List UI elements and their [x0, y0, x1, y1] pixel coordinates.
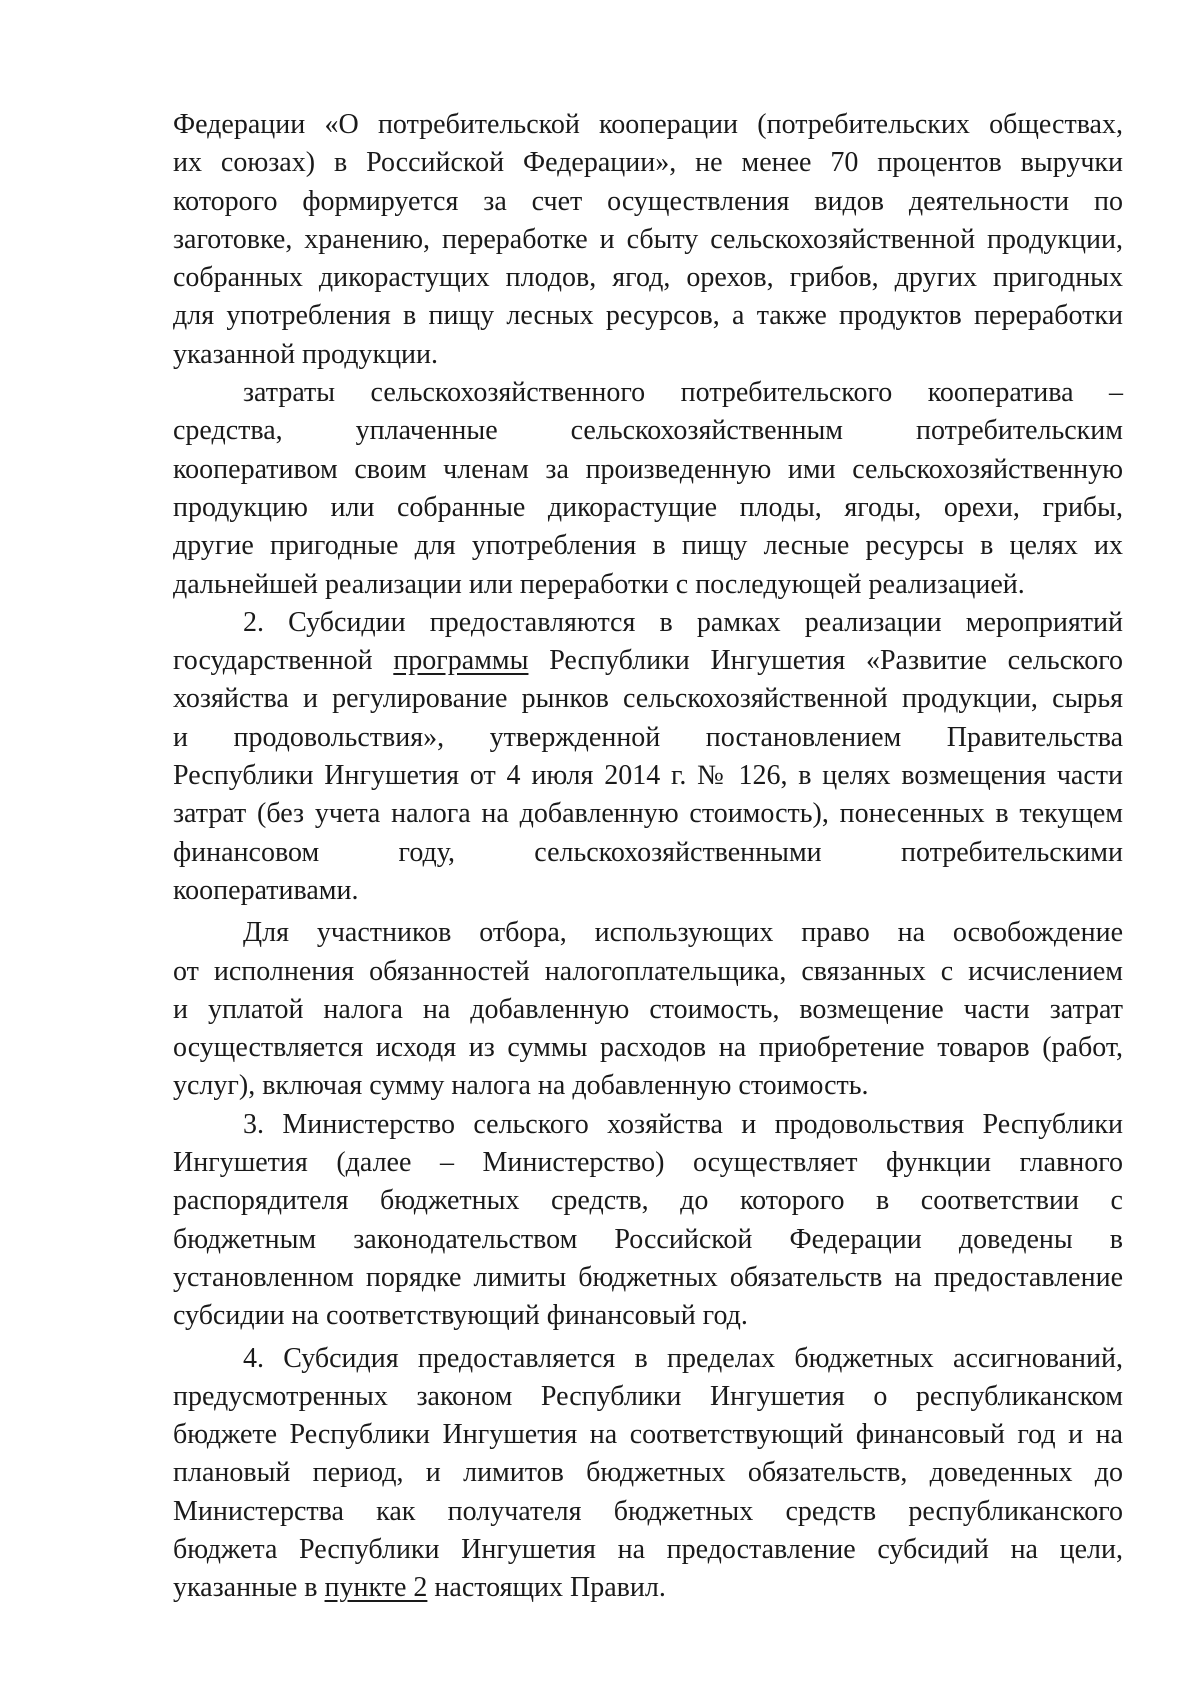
text-line: субсидии на соответствующий финансовый год.	[173, 1300, 748, 1332]
paragraph-vat-participants	[173, 914, 1123, 1105]
text-fragment: государственной	[173, 645, 394, 677]
clause-2-link[interactable]: пункте 2	[324, 1572, 428, 1604]
text-line: установленном порядке лимиты бюджетных обязательств на предоставление	[173, 1261, 1123, 1293]
text-line: заготовке, хранению, переработке и сбыту сельскохозяйственной продукции,	[173, 223, 1123, 255]
text-line: 2. Субсидии предоставляются в рамках реализации мероприятий	[243, 606, 1123, 638]
text-line: которого формируется за счет осуществления видов деятельности по	[173, 185, 1123, 217]
text-line: и продовольствия», утвержденной постановлением Правительства	[173, 721, 1123, 753]
program-link[interactable]: программы	[393, 645, 529, 677]
text-line: 3. Министерство сельского хозяйства и продовольствия Республики	[243, 1108, 1123, 1140]
text-line	[173, 1569, 1123, 1607]
text-line: бюджета Республики Ингушетия на предоставление субсидий на цели,	[173, 1533, 1123, 1565]
text-fragment: Республики Ингушетия «Развитие сельского	[528, 645, 1123, 677]
document-page	[173, 106, 1123, 1608]
text-line: Республики Ингушетия от 4 июля 2014 г. № 126, в целях возмещения части	[173, 760, 1123, 792]
paragraph-costs-definition	[173, 374, 1123, 604]
text-line: Федерации «О потребительской кооперации (потребительских обществах,	[173, 109, 1123, 140]
paragraph-2	[173, 604, 1123, 910]
text-line: собранных дикорастущих плодов, ягод, орехов, грибов, других пригодных	[173, 262, 1123, 294]
text-line: 4. Субсидия предоставляется в пределах бюджетных ассигнований,	[243, 1342, 1123, 1374]
text-line	[173, 642, 1123, 680]
text-line: указанной продукции.	[173, 338, 439, 370]
text-line: для употребления в пищу лесных ресурсов, а также продуктов переработки	[173, 300, 1123, 332]
paragraph-intro	[173, 106, 1123, 374]
text-line: средства, уплаченные сельскохозяйственным потребительским	[173, 415, 1123, 447]
text-line: бюджетным законодательством Российской Федерации доведены в	[173, 1223, 1123, 1255]
text-fragment: указанные в	[173, 1572, 325, 1604]
text-line: распорядителя бюджетных средств, до которого в соответствии с	[173, 1185, 1123, 1217]
text-line: осуществляется исходя из суммы расходов на приобретение товаров (работ,	[173, 1032, 1123, 1064]
text-line: другие пригодные для употребления в пищу лесные ресурсы в целях их	[173, 530, 1123, 562]
text-line: Ингушетия (далее – Министерство) осуществляет функции главного	[173, 1147, 1123, 1179]
text-line: Министерства как получателя бюджетных средств республиканского	[173, 1495, 1123, 1527]
text-line: плановый период, и лимитов бюджетных обязательств, доведенных до	[173, 1457, 1123, 1489]
text-line: их союзах) в Российской Федерации», не менее 70 процентов выручки	[173, 147, 1123, 179]
text-line: продукцию или собранные дикорастущие плоды, ягоды, орехи, грибы,	[173, 491, 1123, 523]
text-line: затрат (без учета налога на добавленную стоимость), понесенных в текущем	[173, 798, 1123, 830]
text-line: дальнейшей реализации или переработки с последующей реализацией.	[173, 568, 1025, 600]
text-fragment: настоящих Правил.	[427, 1572, 666, 1604]
text-line: бюджете Республики Ингушетия на соответствующий финансовый год и на	[173, 1419, 1123, 1451]
text-line: хозяйства и регулирование рынков сельскохозяйственной продукции, сырья	[173, 683, 1123, 715]
text-line: предусмотренных законом Республики Ингушетия о республиканском	[173, 1380, 1123, 1412]
text-line: затраты сельскохозяйственного потребительского кооператива –	[243, 377, 1123, 409]
text-line: Для участников отбора, использующих право на освобождение	[243, 917, 1123, 949]
text-line: кооперативом своим членам за произведенную ими сельскохозяйственную	[173, 453, 1123, 485]
paragraph-4	[173, 1340, 1123, 1608]
text-line: финансовом году, сельскохозяйственными потребительскими	[173, 836, 1123, 868]
text-line: от исполнения обязанностей налогоплательщика, связанных с исчислением	[173, 955, 1123, 987]
text-line: услуг), включая сумму налога на добавленную стоимость.	[173, 1070, 869, 1102]
text-line: кооперативами.	[173, 874, 359, 906]
text-line: и уплатой налога на добавленную стоимость, возмещение части затрат	[173, 993, 1123, 1025]
paragraph-3	[173, 1106, 1123, 1336]
